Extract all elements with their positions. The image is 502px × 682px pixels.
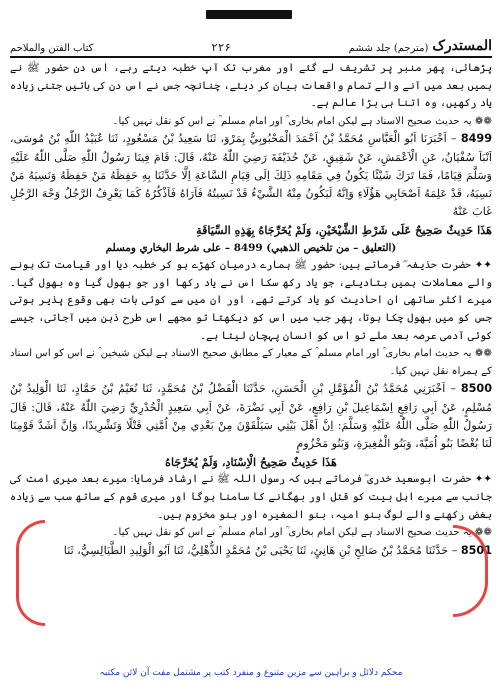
urdu-paragraph: پڑھائی، پھر منبر پر تشریف لے گئے اور مغرب تک آپ خطبہ دیتے رہے، اس دن حضور ﷺ نے ہمیں بعد میں آنے والے تمام واقعات بیان کر دیئے، چنانچہ جس نے اس دن کی باتیں جتنی زیادہ یاد رکھیں، وہ اتنا ہی بڑا عالم ہے۔ — [10, 62, 492, 110]
hadith-number: 8501 — [460, 543, 492, 557]
header-book-section: کتاب الفتن والملاحم — [10, 43, 94, 54]
header-page-number: ۲۲۶ — [211, 41, 232, 54]
grading-note: ❁❁ یہ حدیث امام بخاری ؒ اور امام مسلم ؒ کے معیار کے مطابق صحیح الاسناد ہے لیکن شیخین ؒ نے اس کو اس اسناد کے ہمراہ نقل نہیں کیا۔ — [10, 348, 492, 377]
red-annotation-bracket-left — [16, 520, 45, 626]
page-header — [10, 34, 492, 58]
header-title-sub: (مترجم) جلد ششم — [348, 43, 429, 54]
arabic-hadith-8499 — [10, 130, 492, 221]
grading-note: ❁❁ یہ حدیث صحیح الاسناد ہے لیکن امام بخاری ؒ اور امام مسلم ؒ نے اس کو نقل نہیں کیا۔ — [112, 115, 492, 127]
arabic-hadith-text: – حَدَّثَنَا مُحَمَّدُ بْنُ صَالِحِ بْنِ هَانِئٍ، ثَنَا يَحْيَى بْنُ مُحَمَّدٍ الذُّهْلِيُّ، ثَنَا اَبُو الْوَلِيدِ الطَّيَالِسِيُّ، ثَنَا — [63, 543, 458, 557]
arabic-hadith-text: – اَخْبَرَنِي مُحَمَّدُ بْنُ الْمُؤَمَّلِ بْنِ الْحَسَنِ، حَدَّثَنَا الْفَضْلُ بْنُ مُحَمَّدٍ، ثَنَا نُعَيْمُ بْنُ حَمَّادٍ، ثَنَا الْوَلِيدُ بْنُ مُسْلِمٍ، عَنْ اَبِي رَافِعٍ اِسْمَاعِيلَ بْنِ رَافِعٍ، عَنْ اَبِي نَضْرَةَ، عَنْ اَبِي سَعِيدٍ الْخُدْرِيِّ رَضِيَ اللّٰهُ عَنْهُ، قَالَ: قَالَ رَسُولُ اللّٰهِ صَلَّى اللّٰهُ عَلَيْهِ وَسَلَّمَ: اِنَّ اَهْلَ بَيْتِي سَيَلْقَوْنَ مِنْ بَعْدِي مِنْ اُمَّتِي قَتْلًا وَتَشْرِيدًا، وَاِنَّ اَشَدَّ قَوْمِنَا لَنَا بُغْضًا بَنُو اُمَيَّةَ، وَبَنُو الْمُغِيرَةِ، وَبَنُو مَخْزُومٍ — [10, 382, 492, 450]
grading-note: ❁❁ یہ حدیث صحیح الاسناد ہے لیکن امام بخاری ؒ اور امام مسلم ؒ نے اس کو نقل نہیں کیا۔ — [112, 527, 492, 539]
arabic-grading: هَذَا حَدِيثٌ صَحِيحٌ عَلَى شَرْطِ الشَّيْخَيْنِ، وَلَمْ يُخَرِّجَاهُ بِهَذِهِ السِّيَاقَةِ — [196, 223, 492, 238]
arabic-hadith-8500 — [10, 380, 492, 453]
header-title-main: المستدرک — [432, 38, 492, 54]
hadith-number: 8499 — [460, 132, 492, 146]
arabic-grading: هَذَا حَدِيثٌ صَحِيحُ الْاِسْنَادِ، وَلَمْ يُخَرِّجَاهُ — [165, 455, 337, 470]
urdu-translation-highlighted: ✦✦ حضرت ابوسعید خدری ؓ فرماتے ہیں کہ رسول اللہ ﷺ نے ارشاد فرمایا: میرے بعد میری امت کی جانب سے میرے اہل بیت کو قتل اور بھگانے کا سامنا ہوگا اور میری قوم کے ساتھ سب سے زیادہ بغض رکھنے والے لوگ بنو امیہ، بنو المغیرہ اور بنو مخزوم ہیں۔ — [10, 473, 492, 521]
urdu-translation: ✦✦ حضرت حذیفہ ؓ فرماتے ہیں: حضور ﷺ ہمارے درمیان کھڑے ہو کر خطبہ دیا اور قیامت تک ہونے والے معاملات ہمیں بتادیئے، جو یاد رکھ سکا اس نے یاد رکھا اور جو بھول گیا وہ بھول گیا۔ میرے اکثر ساتھی ان احادیث کو یاد کرتے تھے، اور ان میں سے کوئی بات بھی وقوع پذیر ہوتی جس کو میں بھول چکا ہوتا، پھر جب میں اس کو دیکھتا تو مجھے اس طرح ذہن میں آجاتی، جیسے کوئی آدمی عرصہ بعد ملے تو اس کو انسان پہچان لیتا ہے۔ — [10, 259, 492, 342]
dhahabi-commentary: (التعليق – من تلخيص الذهبي) 8499 – على شرط البخاري ومسلم — [105, 241, 397, 254]
arabic-hadith-8501 — [10, 542, 492, 560]
hadith-number: 8500 — [460, 382, 492, 396]
header-book-title — [349, 38, 492, 54]
top-black-bar — [206, 10, 292, 19]
footer-library-note: محکم دلائل و براہین سے مزین متنوع و منفرد کتب پر مشتمل مفت آن لائن مکتبہ — [99, 668, 403, 678]
page-content — [10, 60, 492, 664]
arabic-hadith-text: – اَخْبَرَنَا اَبُو الْعَبَّاسِ مُحَمَّدُ بْنُ اَحْمَدَ الْمَحْبُوبِيُّ بِمَرْوَ، ثَنَا سَعِيدُ بْنُ مَسْعُودٍ، ثَنَا عُبَيْدُ اللّٰهِ بْنُ مُوسَى، اَنْبَاَ سُفْيَانُ، عَنِ الْاَعْمَشِ، عَنْ شَقِيقٍ، عَنْ حُذَيْفَةَ رَضِيَ اللّٰهُ عَنْهُ، قَالَ: قَامَ فِينَا رَسُولُ اللّٰهِ صَلَّى اللّٰهُ عَلَيْهِ وَسَلَّمَ قِيَامًا، فَمَا تَرَكَ شَيْئًا يَكُونُ فِي مَقَامِهِ ذَلِكَ اِلَى قِيَامِ السَّاعَةِ اِلَّا حَدَّثَنَا بِهِ حَفِظَهُ مَنْ حَفِظَهُ وَنَسِيَهُ مَنْ نَسِيَهُ، قَدْ عَلِمَهُ اَصْحَابِي هَؤُلَاءِ وَاِنَّهُ لَيَكُونُ مِنْهُ الشَّيْءُ قَدْ نَسِيتُهُ فَاَرَاهُ فَاَذْكُرُهُ كَمَا يَعْرِفُ الرَّجُلُ وَجْهَ الرَّجُلِ غَابَ عَنْهُ — [10, 132, 492, 219]
